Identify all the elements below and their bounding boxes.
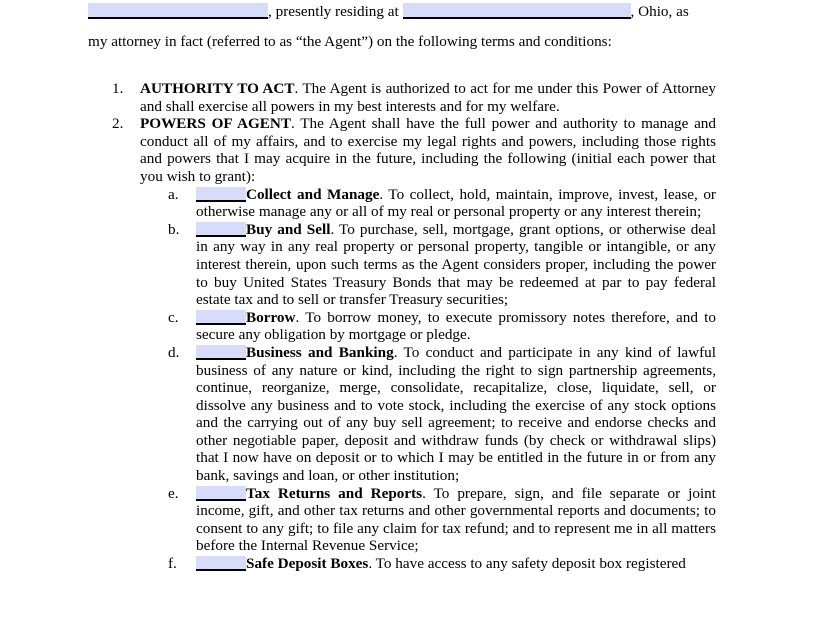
lettered-item-heading: Tax Returns and Reports: [246, 484, 423, 502]
numbered-item-authority-to-act: [112, 80, 716, 115]
preamble-segment-1: , presently residing at: [268, 3, 403, 20]
numbered-item-text: . The Agent shall have the full power and authority to manage and conduct all of my affairs, and to exercise my legal rights and powers, including those rights and powers that I may acquire in the future, including the following (initial each power that you wish to grant):: [140, 115, 716, 185]
lettered-item-text: . To borrow money, to execute promissory notes therefore, and to secure any obligation by mortgage or pledge.: [196, 308, 716, 344]
lettered-item-heading: Business and Banking: [246, 343, 394, 361]
lettered-item-marker: d.: [168, 343, 180, 361]
preamble-line-2: my attorney in fact (referred to as “the Agent”) on the following terms and conditions:: [88, 33, 612, 50]
lettered-item-marker: a.: [168, 185, 179, 203]
preamble-block: [88, 0, 716, 51]
lettered-item-text: . To prepare, sign, and file separate or joint income, gift, and other tax returns and other governmental reports and documents; to consent to any gift; to file any claim for tax refund; and to represent me in all matters before the Internal Revenue Service;: [196, 484, 716, 555]
principal-address-blank[interactable]: [403, 3, 631, 19]
lettered-item-body: [196, 309, 716, 344]
principal-name-blank[interactable]: [88, 3, 268, 19]
initial-blank-business-and-banking[interactable]: [196, 345, 246, 360]
lettered-item-marker: b.: [168, 220, 180, 238]
numbered-list: [112, 80, 716, 573]
lettered-item-marker: e.: [168, 484, 179, 502]
numbered-item-powers-of-agent: [112, 115, 716, 572]
lettered-item-text: . To collect, hold, maintain, improve, invest, lease, or otherwise manage any or all of my real or personal property or any interest therein;: [196, 185, 716, 221]
lettered-item-heading: Safe Deposit Boxes: [246, 555, 369, 573]
lettered-item-marker: f.: [168, 555, 177, 573]
lettered-item-heading: Buy and Sell: [246, 220, 331, 238]
numbered-item-body: [140, 115, 716, 185]
initial-blank-tax-returns-and-reports[interactable]: [196, 486, 246, 501]
lettered-list: [168, 186, 716, 573]
lettered-item-text: . To conduct and participate in any kind of lawful business of any nature or kind, including the right to sign partnership agreements, continue, reorganize, merge, consolidate, recapitalize, close, liquidate, sell, or dissolve any business and to vote stock, including the exercise of any stock options and the carrying out of any buy sell agreement; to receive and endorse checks and other negotiable paper, deposit and withdraw funds (by check or withdrawal slips) that I now have on deposit or to which I may be entitled in the future in or from any bank, savings and loan, or other institution;: [196, 343, 716, 485]
numbered-item-heading: POWERS OF AGENT: [140, 115, 292, 133]
numbered-item-body: [140, 80, 716, 115]
lettered-item-text: . To have access to any safety deposit box registered: [368, 555, 686, 573]
lettered-item-body: [196, 186, 716, 221]
initial-blank-collect-and-manage[interactable]: [196, 187, 246, 202]
lettered-item-tax-returns-and-reports: [168, 485, 716, 555]
lettered-item-body: [196, 344, 716, 485]
preamble-line-1: [88, 0, 716, 26]
initial-blank-buy-and-sell[interactable]: [196, 222, 246, 237]
lettered-item-buy-and-sell: [168, 221, 716, 309]
preamble-segment-2: , Ohio, as: [630, 3, 689, 20]
lettered-item-marker: c.: [168, 308, 179, 326]
lettered-item-heading: Borrow: [246, 308, 296, 326]
lettered-item-heading: Collect and Manage: [246, 185, 380, 203]
lettered-item-body: [196, 221, 716, 309]
numbered-item-marker: 1.: [112, 80, 124, 97]
lettered-item-body: [196, 485, 716, 555]
lettered-item-body: [196, 555, 716, 573]
numbered-item-text: . The Agent is authorized to act for me under this Power of Attorney and shall exercise all powers in my best interests and for my welfare.: [140, 80, 716, 115]
lettered-item-safe-deposit-boxes: [168, 555, 716, 573]
initial-blank-borrow[interactable]: [196, 310, 246, 325]
numbered-item-marker: 2.: [112, 115, 124, 133]
numbered-item-heading: AUTHORITY TO ACT: [140, 80, 295, 97]
lettered-item-borrow: [168, 309, 716, 344]
lettered-item-collect-and-manage: [168, 186, 716, 221]
lettered-item-text: . To purchase, sell, mortgage, grant options, or otherwise deal in any way in any real property or personal property, tangible or intangible, or any interest therein, upon such terms as the Agent considers proper, including the power to buy United States Treasury Bonds that may be redeemed at par to pay federal estate tax and to sell or transfer Treasury securities;: [196, 220, 716, 309]
lettered-item-business-and-banking: [168, 344, 716, 485]
initial-blank-safe-deposit-boxes[interactable]: [196, 556, 246, 571]
